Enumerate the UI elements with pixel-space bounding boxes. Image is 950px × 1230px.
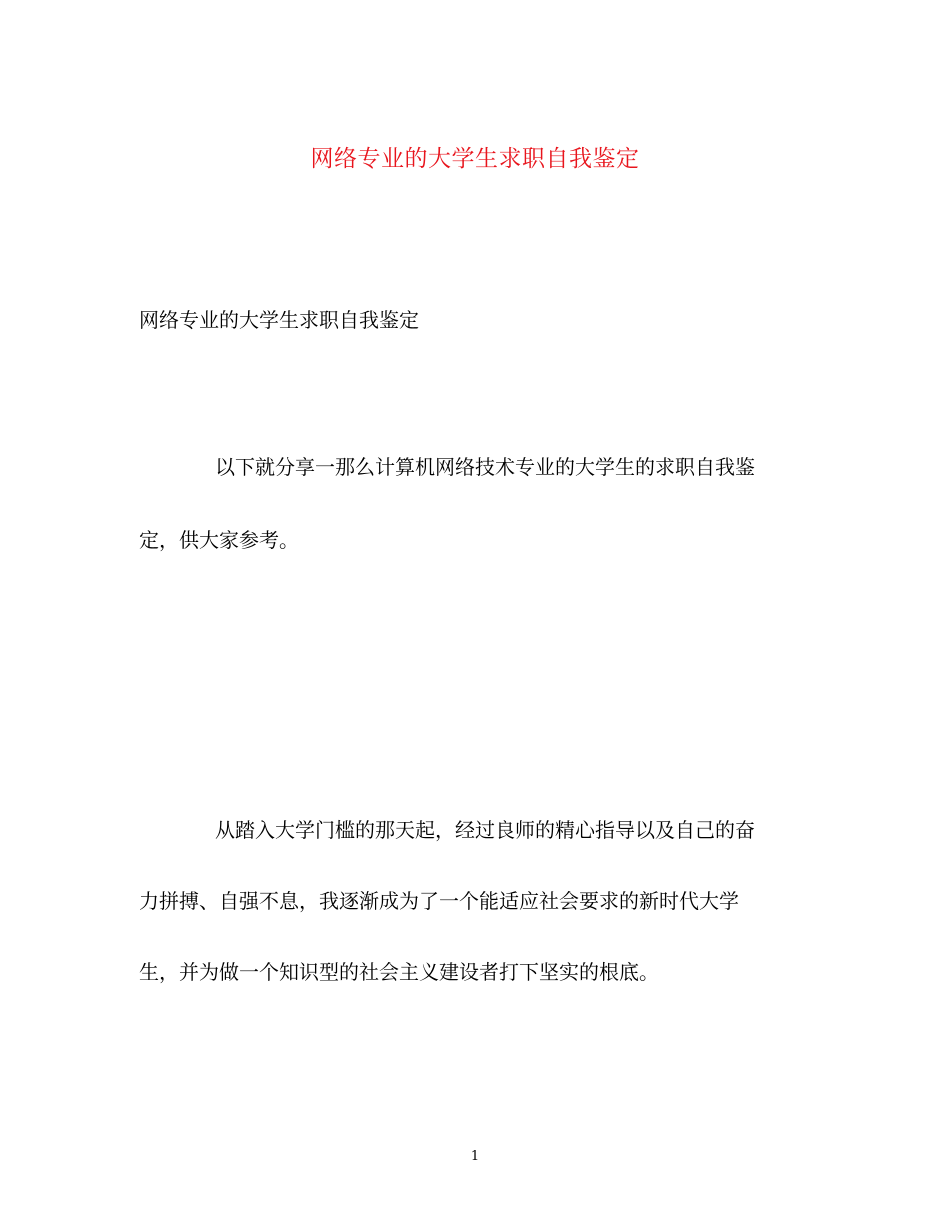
paragraph-line: 从踏入大学门槛的那天起，经过良师的精心指导以及自己的奋 bbox=[215, 818, 755, 842]
document-subheading: 网络专业的大学生求职自我鉴定 bbox=[139, 308, 419, 332]
paragraph-intro bbox=[139, 447, 811, 593]
paragraph-line: 以下就分享一那么计算机网络技术专业的大学生的求职自我鉴 bbox=[215, 455, 755, 479]
document-title: 网络专业的大学生求职自我鉴定 bbox=[310, 146, 640, 172]
page-number: 1 bbox=[470, 1149, 480, 1164]
paragraph-line: 生，并为做一个知识型的社会主义建设者打下坚实的根底。 bbox=[139, 960, 659, 984]
paragraph-body bbox=[139, 810, 811, 1023]
paragraph-line: 力拼搏、自强不息，我逐渐成为了一个能适应社会要求的新时代大学 bbox=[139, 889, 739, 913]
paragraph-line: 定，供大家参考。 bbox=[139, 528, 299, 552]
